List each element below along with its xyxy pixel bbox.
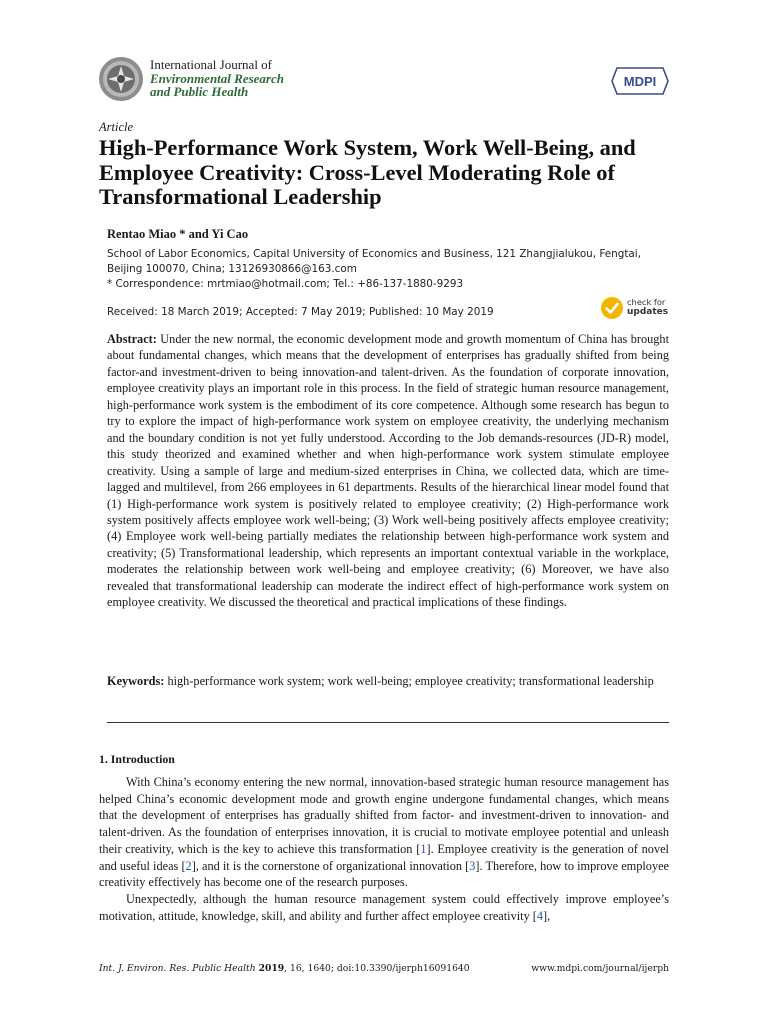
citation-link[interactable]: 1 — [420, 841, 427, 856]
check-for-updates-badge[interactable] — [600, 296, 672, 322]
intro-text: ], — [543, 908, 551, 923]
citation-link[interactable]: 3 — [469, 858, 476, 873]
check-updates-icon — [600, 296, 624, 320]
journal-name-line3: and Public Health — [150, 84, 249, 99]
keywords-text: high-performance work system; work well-being; employee creativity; transformational leadership — [167, 674, 654, 688]
footer-volume-doi: , 16, 1640; doi:10.3390/ijerph16091640 — [284, 963, 470, 974]
citation-link[interactable]: 4 — [536, 908, 544, 923]
paper-title: High-Performance Work System, Work Well-Being, and Employee Creativity: Cross-Level Moderating Role of Transformational Leadership — [99, 135, 636, 209]
author-list: Rentao Miao * and Yi Cao — [107, 227, 249, 241]
keywords — [107, 673, 669, 689]
affiliation-text: School of Labor Economics, Capital University of Economics and Business, 121 Zhangjialukou, Fengtai, Beijing 100070, China; 13126930866@163.com — [107, 248, 641, 275]
journal-logo-icon — [98, 56, 144, 102]
intro-text: ]. Therefore, how to improve employee creativity effectively has become one of the research purposes. — [99, 858, 670, 890]
introduction-body — [99, 774, 669, 924]
intro-text: With China’s economy entering the new normal, innovation-based strategic human resource management has helped China’s economic development mode and growth engine undergone fundamental changes, which means that the development of enterprises has gradually shifted from factor- and investment-driven to innovation- and talent-driven. As the foundation of enterprises innovation, it is crucial to motivate employee potential and unleash their creativity, which is the key to achieve this transformation [ — [99, 775, 669, 856]
intro-text: Unexpectedly, although the human resource management system could effectively improve employee’s motivation, attitude, knowledge, skill, and ability and further affect employee creativity [ — [99, 891, 669, 923]
check-updates-line1: check for — [627, 297, 666, 307]
abstract-text: Under the new normal, the economic development mode and growth momentum of China has brought about fundamental changes, which means that the development of enterprises has gradually shifted from being factor-and investment-driven to being innovation-and talent-driven. As the foundation of corporate innovation, employee creativity plays an important role in this process. In the field of strategic human resource management, high-performance work system is the embodiment of its core competence. Although some research has begun to try to explore the impact of high-performance work system on employee creativity, the underlying mechanism and the boundary condition is not yet fully understood. According to the Job demands-resources (JD-R) model, this study theorized and examined whether and when high-performance work system stimulate employee creativity. Using a sample of large and medium-sized enterprises in China, we collected data, which are time-lagged and multilevel, from 266 employees in 61 departments. Results of the hierarchical linear model found that (1) High-performance work system is positively related to employee creativity; (2) High-performance work system positively affects employee work well-being; (3) Work well-being positively affects employee creativity; (4) Employee work well-being partially mediates the relationship between high-performance work system and creativity; (5) Transformational leadership, which represents an important contextual variable in the workplace, moderates the relationship between work well-being and employee creativity; (6) Moreover, we have also revealed that transformational leadership can moderate the indirect effect of high-performance work system on employee creativity. We discussed the theoretical and practical implications of these findings. — [107, 332, 669, 610]
mdpi-logo — [611, 67, 669, 95]
intro-paragraph — [99, 891, 669, 924]
section-divider — [107, 722, 669, 723]
section-heading: 1. Introduction — [99, 752, 175, 766]
abstract-label: Abstract: — [107, 332, 157, 346]
intro-paragraph — [99, 774, 669, 891]
journal-name-line2: Environmental Research — [150, 70, 284, 86]
article-type: Article — [99, 120, 134, 134]
footer-url[interactable]: www.mdpi.com/journal/ijerph — [531, 963, 669, 974]
intro-text: ]. Employee creativity is the generation of novel and useful ideas [ — [99, 841, 669, 873]
correspondence-text: * Correspondence: mrtmiao@hotmail.com; Tel.: +86-137-1880-9293 — [107, 278, 464, 290]
affiliations — [107, 247, 677, 292]
intro-text: ], and it is the cornerstone of organizational innovation [ — [191, 858, 470, 873]
keywords-label: Keywords: — [107, 674, 165, 688]
journal-name — [150, 58, 284, 99]
footer-citation — [99, 963, 470, 974]
mdpi-logo-text: MDPI — [623, 74, 657, 89]
check-updates-line2: updates — [627, 307, 669, 317]
footer-year: 2019 — [258, 963, 285, 974]
publication-dates: Received: 18 March 2019; Accepted: 7 May 2019; Published: 10 May 2019 — [107, 306, 494, 318]
citation-link[interactable]: 2 — [185, 858, 192, 873]
journal-name-line1: International Journal of — [150, 57, 273, 72]
abstract — [107, 331, 669, 611]
footer-journal-abbr: Int. J. Environ. Res. Public Health — [99, 963, 256, 974]
